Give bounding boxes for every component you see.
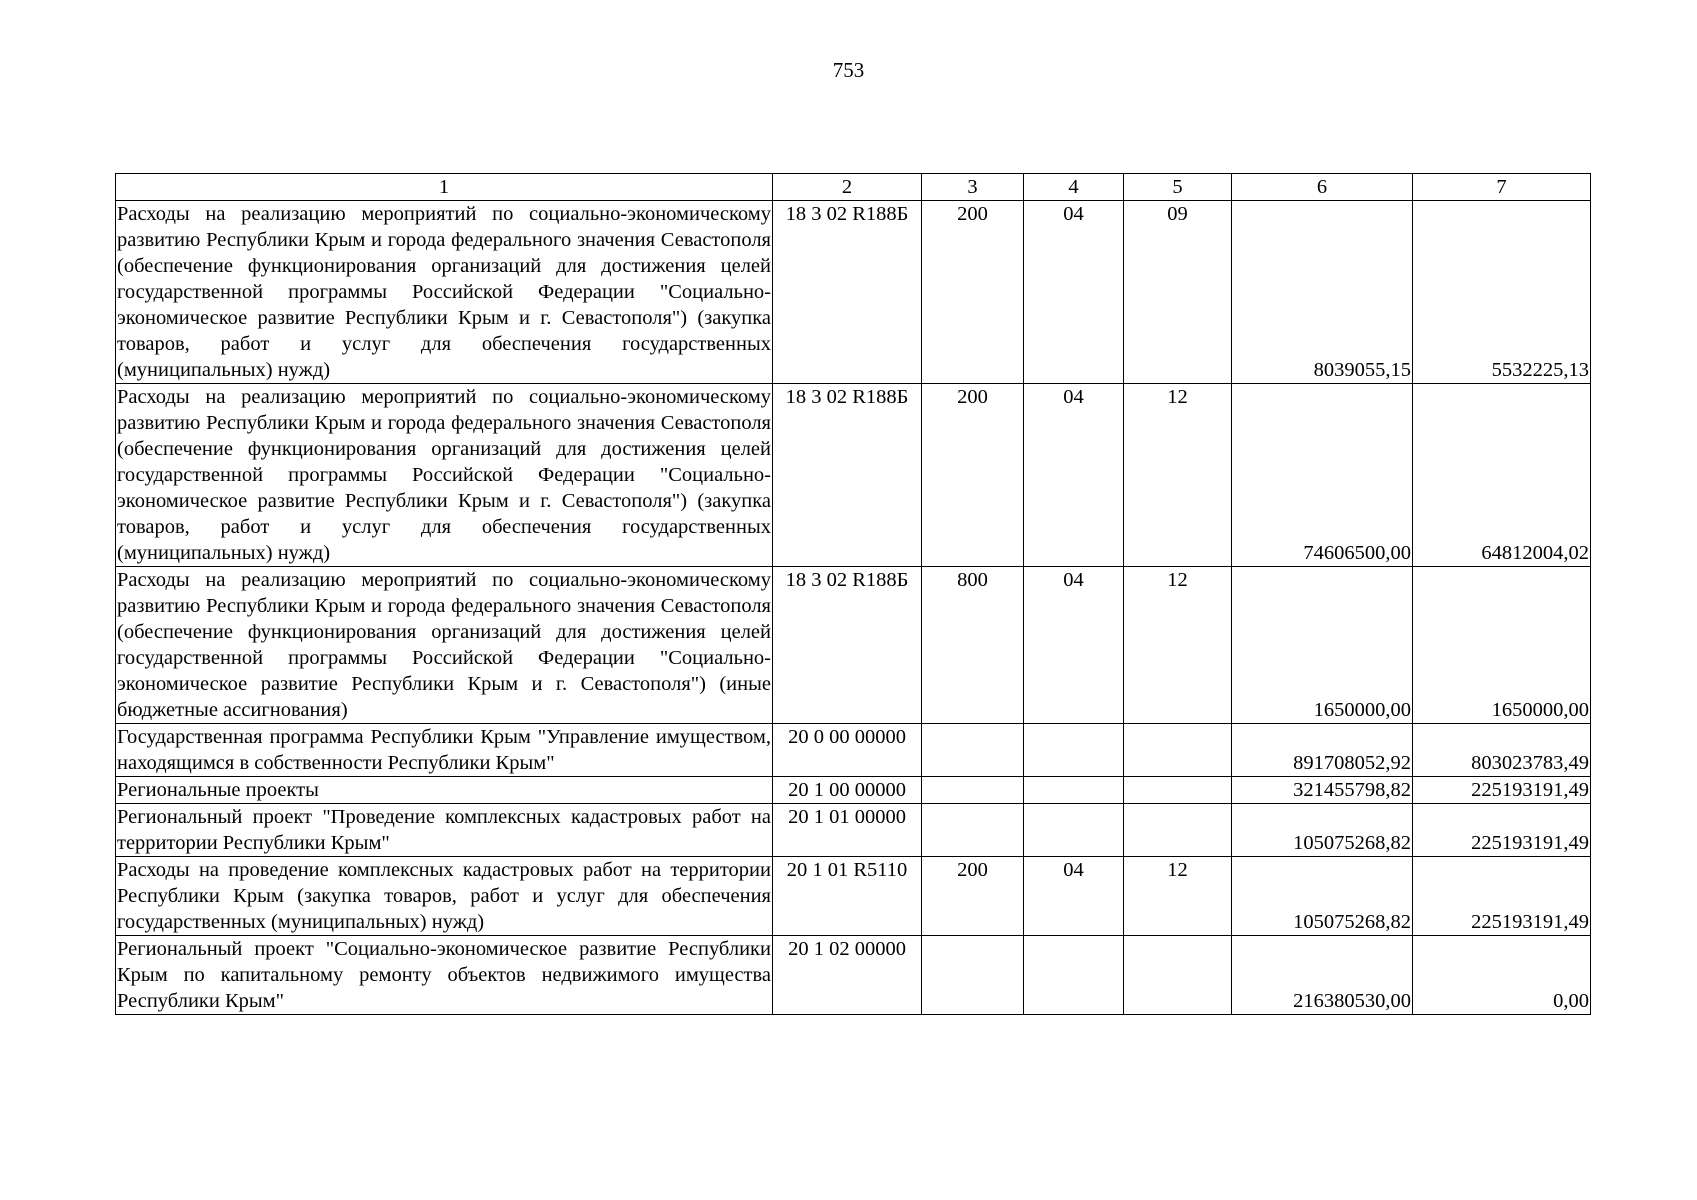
expense-type: 200 bbox=[922, 201, 1024, 384]
expense-type bbox=[922, 936, 1024, 1015]
expense-name: Региональные проекты bbox=[116, 777, 773, 804]
section: 04 bbox=[1024, 384, 1124, 567]
header-cell: 6 bbox=[1232, 174, 1413, 201]
expense-name: Государственная программа Республики Крым "Управление имуществом, находящимся в собственности Республики Крым" bbox=[116, 724, 773, 777]
amount-col7: 0,00 bbox=[1413, 936, 1591, 1015]
table-row bbox=[116, 857, 1591, 936]
subsection: 12 bbox=[1124, 567, 1232, 724]
expense-type bbox=[922, 724, 1024, 777]
subsection bbox=[1124, 804, 1232, 857]
header-cell: 5 bbox=[1124, 174, 1232, 201]
header-cell: 2 bbox=[773, 174, 922, 201]
header-cell: 3 bbox=[922, 174, 1024, 201]
amount-col6: 321455798,82 bbox=[1232, 777, 1413, 804]
target-code: 20 0 00 00000 bbox=[773, 724, 922, 777]
amount-col7: 225193191,49 bbox=[1413, 777, 1591, 804]
page-number: 753 bbox=[832, 58, 865, 82]
expense-type: 200 bbox=[922, 384, 1024, 567]
amount-col6: 891708052,92 bbox=[1232, 724, 1413, 777]
expense-type: 800 bbox=[922, 567, 1024, 724]
amount-col7: 5532225,13 bbox=[1413, 201, 1591, 384]
section: 04 bbox=[1024, 857, 1124, 936]
section bbox=[1024, 936, 1124, 1015]
expense-name: Расходы на реализацию мероприятий по социально-экономическому развитию Республики Крым и города федерального значения Севастополя (обеспечение функционирования организаций для достижения целей государственной программы Российской Федерации "Социально-экономическое развитие Республики Крым и г. Севастополя") (иные бюджетные ассигнования) bbox=[116, 567, 773, 724]
expense-type bbox=[922, 804, 1024, 857]
subsection: 12 bbox=[1124, 384, 1232, 567]
table-row bbox=[116, 724, 1591, 777]
target-code: 18 3 02 R188Б bbox=[773, 201, 922, 384]
subsection: 09 bbox=[1124, 201, 1232, 384]
header-cell: 4 bbox=[1024, 174, 1124, 201]
expense-name: Расходы на проведение комплексных кадастровых работ на территории Республики Крым (закупка товаров, работ и услуг для обеспечения государственных (муниципальных) нужд) bbox=[116, 857, 773, 936]
header-row bbox=[116, 174, 1591, 201]
target-code: 18 3 02 R188Б bbox=[773, 384, 922, 567]
amount-col7: 803023783,49 bbox=[1413, 724, 1591, 777]
expense-name: Расходы на реализацию мероприятий по социально-экономическому развитию Республики Крым и города федерального значения Севастополя (обеспечение функционирования организаций для достижения целей государственной программы Российской Федерации "Социально-экономическое развитие Республики Крым и г. Севастополя") (закупка товаров, работ и услуг для обеспечения государственных (муниципальных) нужд) bbox=[116, 384, 773, 567]
amount-col6: 216380530,00 bbox=[1232, 936, 1413, 1015]
subsection bbox=[1124, 724, 1232, 777]
section bbox=[1024, 777, 1124, 804]
amount-col6: 74606500,00 bbox=[1232, 384, 1413, 567]
subsection bbox=[1124, 777, 1232, 804]
section bbox=[1024, 724, 1124, 777]
amount-col6: 8039055,15 bbox=[1232, 201, 1413, 384]
section: 04 bbox=[1024, 567, 1124, 724]
subsection: 12 bbox=[1124, 857, 1232, 936]
amount-col6: 105075268,82 bbox=[1232, 857, 1413, 936]
target-code: 20 1 00 00000 bbox=[773, 777, 922, 804]
expense-type bbox=[922, 777, 1024, 804]
amount-col6: 105075268,82 bbox=[1232, 804, 1413, 857]
subsection bbox=[1124, 936, 1232, 1015]
header-cell: 1 bbox=[116, 174, 773, 201]
expense-type: 200 bbox=[922, 857, 1024, 936]
budget-table bbox=[115, 173, 1591, 1015]
section bbox=[1024, 804, 1124, 857]
target-code: 20 1 01 R5110 bbox=[773, 857, 922, 936]
table-row bbox=[116, 777, 1591, 804]
target-code: 20 1 01 00000 bbox=[773, 804, 922, 857]
amount-col6: 1650000,00 bbox=[1232, 567, 1413, 724]
section: 04 bbox=[1024, 201, 1124, 384]
table-row bbox=[116, 936, 1591, 1015]
table-row bbox=[116, 567, 1591, 724]
expense-name: Региональный проект "Проведение комплексных кадастровых работ на территории Республики Крым" bbox=[116, 804, 773, 857]
table-row bbox=[116, 384, 1591, 567]
table-row bbox=[116, 201, 1591, 384]
target-code: 18 3 02 R188Б bbox=[773, 567, 922, 724]
target-code: 20 1 02 00000 bbox=[773, 936, 922, 1015]
amount-col7: 1650000,00 bbox=[1413, 567, 1591, 724]
amount-col7: 64812004,02 bbox=[1413, 384, 1591, 567]
expense-name: Региональный проект "Социально-экономическое развитие Республики Крым по капитальному ремонту объектов недвижимого имущества Республики Крым" bbox=[116, 936, 773, 1015]
amount-col7: 225193191,49 bbox=[1413, 857, 1591, 936]
amount-col7: 225193191,49 bbox=[1413, 804, 1591, 857]
table-row bbox=[116, 804, 1591, 857]
header-cell: 7 bbox=[1413, 174, 1591, 201]
expense-name: Расходы на реализацию мероприятий по социально-экономическому развитию Республики Крым и города федерального значения Севастополя (обеспечение функционирования организаций для достижения целей государственной программы Российской Федерации "Социально-экономическое развитие Республики Крым и г. Севастополя") (закупка товаров, работ и услуг для обеспечения государственных (муниципальных) нужд) bbox=[116, 201, 773, 384]
